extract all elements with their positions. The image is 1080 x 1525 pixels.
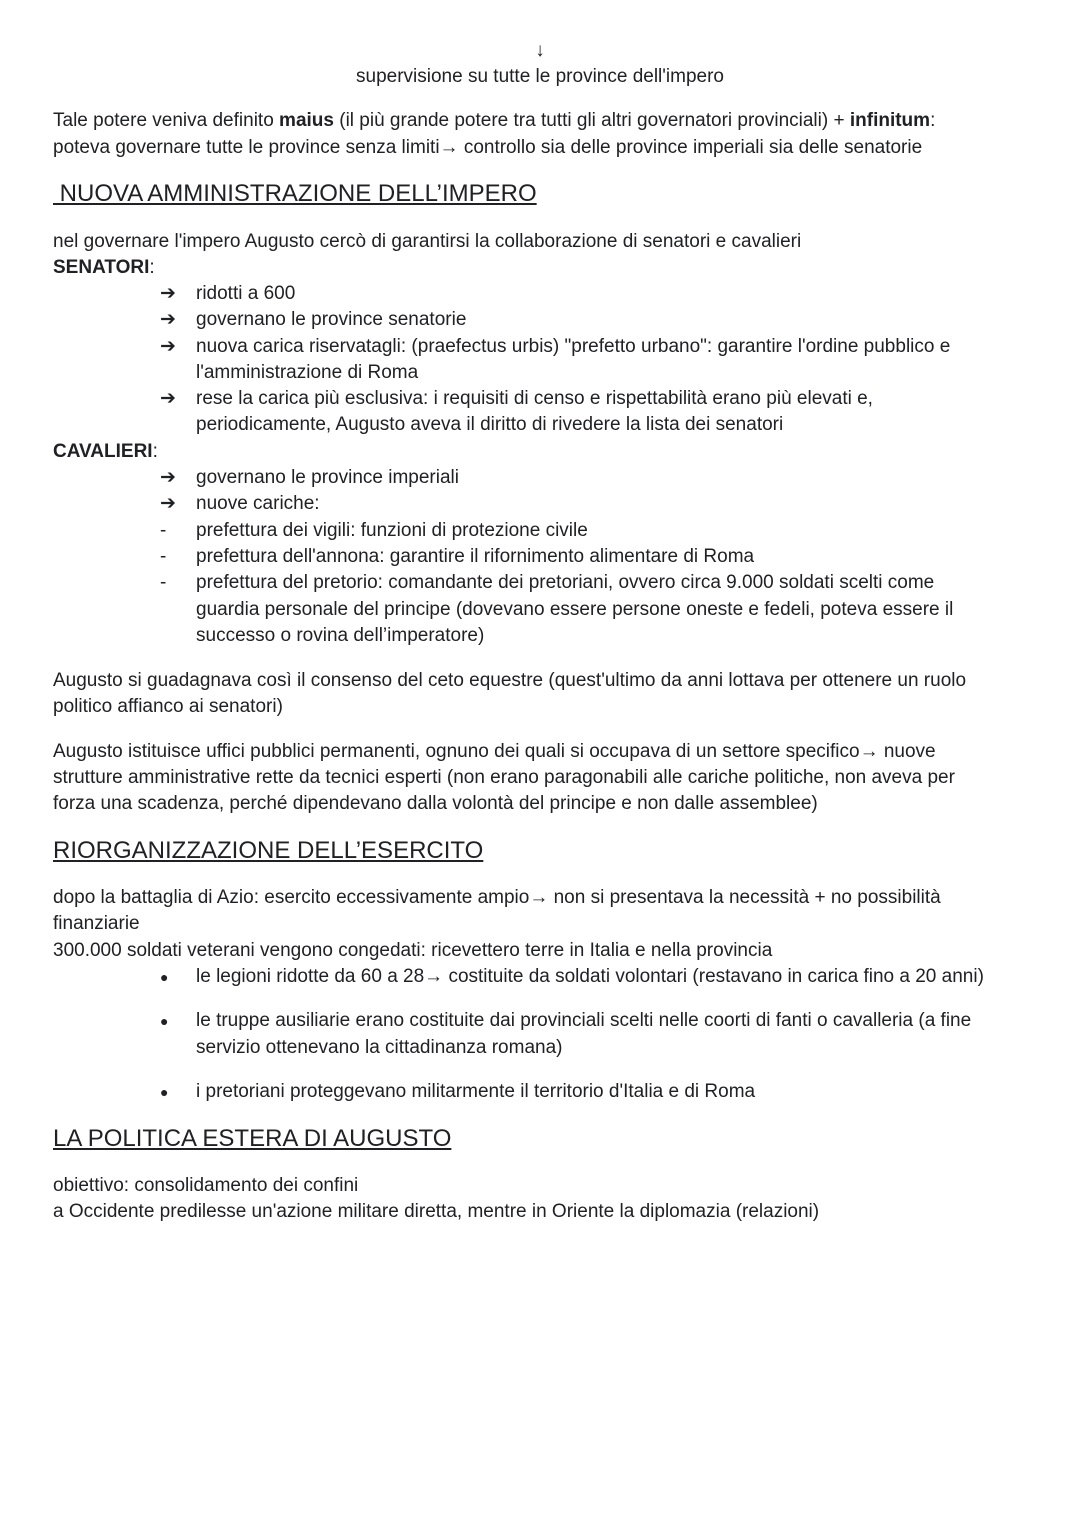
dot-bullet-icon: ●	[160, 969, 169, 985]
list-item: ➔ nuova carica riservatagli: (praefectus urbis) "prefetto urbano": garantire l'ordine pubblico e	[160, 334, 950, 360]
dot-bullet-icon: ●	[160, 1013, 169, 1029]
list-item-continuation: l'amministrazione di Roma	[196, 362, 419, 383]
list-item-continuation: guardia personale del principe (dovevano essere persone oneste e fedeli, poteva essere il	[196, 599, 954, 620]
list-item: ● le truppe ausiliarie erano costituite dai provinciali scelti nelle coorti di fanti o cavalleria (a fine	[160, 1008, 971, 1034]
ceto-equestre-paragraph-line2: politico affianco ai senatori)	[53, 696, 283, 717]
maius-paragraph-line2: poteva governare tutte le province senza limiti→ controllo sia delle province imperiali sia delle senatorie	[53, 137, 923, 158]
section-heading-politica-estera: LA POLITICA ESTERA DI AUGUSTO	[53, 1125, 452, 1152]
politica-estera-line1: obiettivo: consolidamento dei confini	[53, 1175, 359, 1196]
list-item: - prefettura dei vigili: funzioni di protezione civile	[160, 518, 588, 544]
list-item: - prefettura del pretorio: comandante dei pretoriani, ovvero circa 9.000 soldati scelti come	[160, 570, 934, 596]
term-infinitum: infinitum	[849, 110, 931, 131]
list-item: ➔ ridotti a 600	[160, 281, 295, 307]
section-heading-esercito: RIORGANIZZAZIONE DELL’ESERCITO	[53, 837, 484, 864]
esercito-line3: 300.000 soldati veterani vengono congedati: ricevettero terre in Italia e nella provincia	[53, 940, 773, 961]
list-item: ● i pretoriani proteggevano militarmente il territorio d'Italia e di Roma	[160, 1079, 755, 1105]
dot-bullet-icon: ●	[160, 1084, 169, 1100]
list-item: ➔ rese la carica più esclusiva: i requisiti di censo e rispettabilità erano più elevati e,	[160, 386, 873, 412]
ceto-equestre-paragraph-line1: Augusto si guadagnava così il consenso del ceto equestre (quest'ultimo da anni lottava per ottenere un ruolo	[53, 670, 967, 691]
senatori-label: SENATORI:	[53, 257, 155, 278]
section-heading-amministrazione: NUOVA AMMINISTRAZIONE DELL’IMPERO	[53, 180, 537, 207]
dash-bullet-icon: -	[160, 572, 167, 593]
cavalieri-label: CAVALIERI:	[53, 441, 158, 462]
list-item: ● le legioni ridotte da 60 a 28→ costituite da soldati volontari (restavano in carica fino a 20 anni)	[160, 964, 984, 990]
dash-bullet-icon: -	[160, 520, 167, 541]
list-item: ➔ nuove cariche:	[160, 491, 320, 517]
list-item-continuation: successo o rovina dell’imperatore)	[196, 625, 485, 646]
esercito-line2: finanziarie	[53, 913, 140, 934]
arrow-bullet-icon: ➔	[160, 467, 176, 488]
arrow-bullet-icon: ➔	[160, 493, 176, 514]
uffici-paragraph-line1: Augusto istituisce uffici pubblici permanenti, ognuno dei quali si occupava di un settore specifico→ nuove	[53, 741, 936, 762]
list-item: - prefettura dell'annona: garantire il rifornimento alimentare di Roma	[160, 544, 754, 570]
arrow-bullet-icon: ➔	[160, 309, 176, 330]
term-maius: maius	[279, 110, 334, 131]
maius-paragraph-line1: Tale potere veniva definito maius (il più grande potere tra tutti gli altri governatori provinciali) + infinitum:	[53, 110, 936, 131]
list-item-continuation: periodicamente, Augusto aveva il diritto di rivedere la lista dei senatori	[196, 414, 784, 435]
arrow-bullet-icon: ➔	[160, 336, 176, 357]
continuation-line: supervisione su tutte le province dell'impero	[356, 66, 724, 87]
down-arrow-icon: ↓	[535, 40, 545, 61]
politica-estera-line2: a Occidente predilesse un'azione militare diretta, mentre in Oriente la diplomazia (relazioni)	[53, 1201, 820, 1222]
amministrazione-intro: nel governare l'impero Augusto cercò di garantirsi la collaborazione di senatori e cavalieri	[53, 231, 802, 252]
esercito-line1: dopo la battaglia di Azio: esercito eccessivamente ampio→ non si presentava la necessità + no possibilità	[53, 887, 941, 908]
dash-bullet-icon: -	[160, 546, 167, 567]
list-item-continuation: servizio ottenevano la cittadinanza romana)	[196, 1037, 563, 1058]
list-item: ➔ governano le province senatorie	[160, 307, 466, 333]
uffici-paragraph-line2: strutture amministrative rette da tecnici esperti (non erano paragonabili alle cariche politiche, non aveva per	[53, 767, 955, 788]
arrow-bullet-icon: ➔	[160, 388, 176, 409]
arrow-bullet-icon: ➔	[160, 283, 176, 304]
list-item: ➔ governano le province imperiali	[160, 465, 459, 491]
uffici-paragraph-line3: forza una scadenza, perché dipendevano dalla volontà del principe e non dalle assemblee)	[53, 793, 818, 814]
